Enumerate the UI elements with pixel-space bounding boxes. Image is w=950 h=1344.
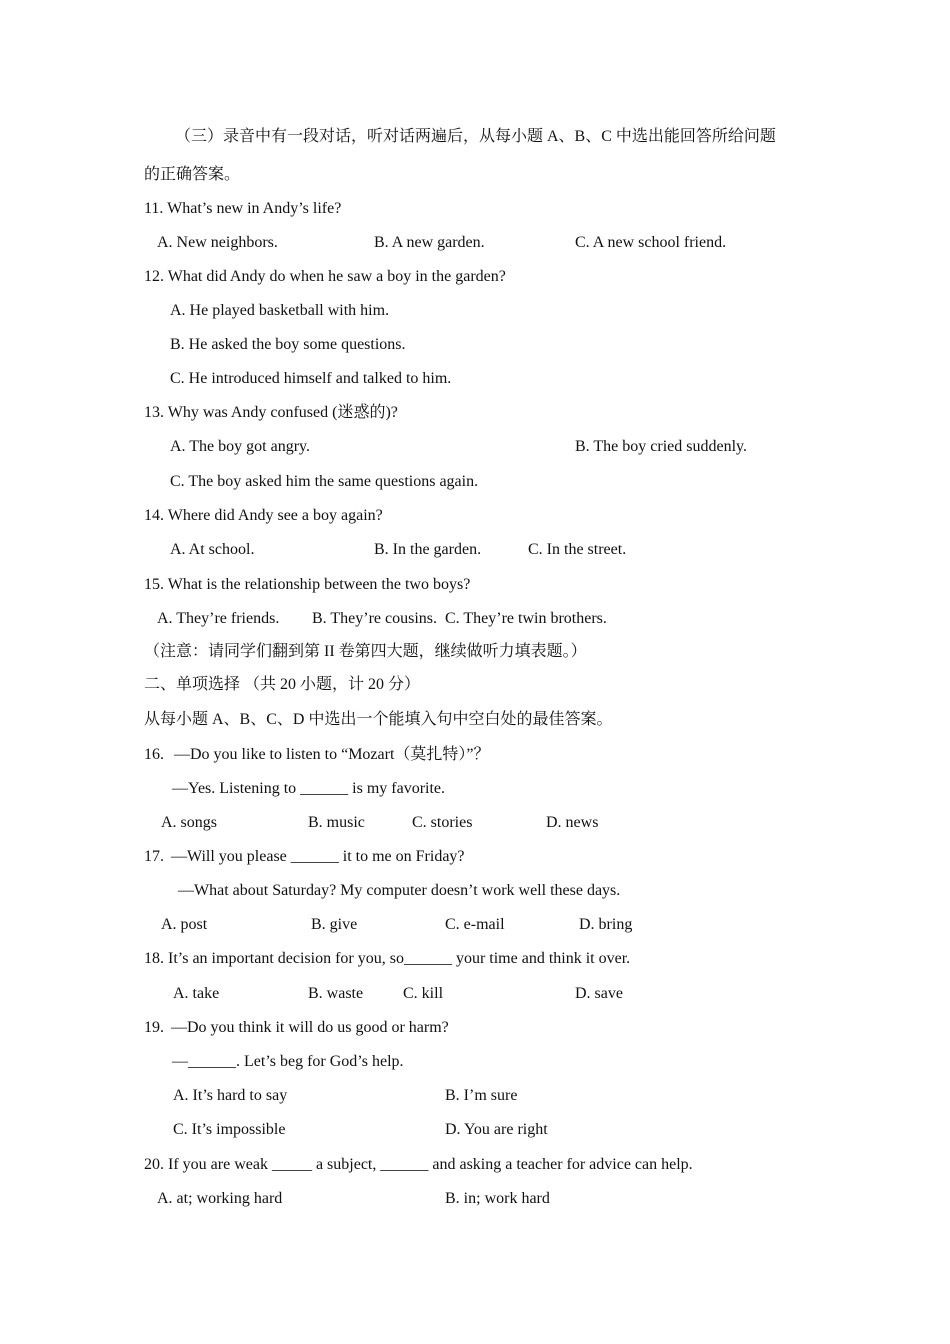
question-15: [144, 575, 470, 595]
question-20: [144, 1155, 693, 1175]
option-13c: C. The boy asked him the same questions again.: [170, 473, 479, 490]
option-16a: A. songs: [161, 814, 218, 831]
option-12a: A. He played basketball with him.: [170, 302, 390, 319]
question-number: 19.: [144, 1019, 164, 1036]
part2-heading: 二、单项选择 （共 20 小题，计 20 分）: [144, 676, 421, 693]
option-11a: A. New neighbors.: [157, 234, 278, 251]
option-17a: A. post: [161, 916, 208, 933]
option-11c: C. A new school friend.: [575, 234, 727, 251]
question-12: [144, 267, 506, 287]
option-11b: B. A new garden.: [374, 234, 485, 251]
option-15b: B. They’re cousins.: [312, 610, 438, 627]
section-instruction-line2: 的正确答案。: [144, 166, 241, 183]
listening-note: （注意：请同学们翻到第 II 卷第四大题，继续做听力填表题。）: [144, 643, 587, 660]
question-text: What did Andy do when he saw a boy in the garden?: [167, 268, 506, 285]
option-20b: B. in; work hard: [445, 1190, 550, 1207]
option-19b: B. I’m sure: [445, 1087, 518, 1104]
question-number: 15.: [144, 576, 164, 593]
question-text: If you are weak _____ a subject, ______ and asking a teacher for advice can help.: [168, 1156, 693, 1173]
option-18c: C. kill: [403, 985, 444, 1002]
question-11: [144, 199, 341, 219]
question-16: [144, 745, 490, 765]
question-number: 12.: [144, 268, 164, 285]
question-number: 13.: [144, 404, 164, 421]
question-text: What is the relationship between the two boys?: [167, 576, 471, 593]
question-text: It’s an important decision for you, so______ your time and think it over.: [168, 950, 631, 967]
question-text: —Do you think it will do us good or harm?: [171, 1019, 449, 1036]
question-text: Why was Andy confused (迷惑的)?: [167, 404, 398, 421]
option-18b: B. waste: [308, 985, 364, 1002]
option-15c: C. They’re twin brothers.: [445, 610, 607, 627]
option-13b: B. The boy cried suddenly.: [575, 438, 747, 455]
question-number: 11.: [144, 200, 164, 217]
option-16c: C. stories: [412, 814, 473, 831]
option-18a: A. take: [173, 985, 220, 1002]
option-16d: D. news: [546, 814, 599, 831]
option-20a: A. at; working hard: [157, 1190, 283, 1207]
question-number: 14.: [144, 507, 164, 524]
question-number: 20.: [144, 1156, 164, 1173]
question-13: [144, 403, 398, 423]
option-16b: B. music: [308, 814, 365, 831]
question-17: [144, 847, 465, 867]
option-17b: B. give: [311, 916, 358, 933]
option-13a: A. The boy got angry.: [170, 438, 310, 455]
option-18d: D. save: [575, 985, 623, 1002]
option-19d: D. You are right: [445, 1121, 548, 1138]
question-text: —Do you like to listen to “Mozart（莫扎特）”？: [174, 746, 490, 763]
option-17d: D. bring: [579, 916, 633, 933]
question-number: 17.: [144, 848, 164, 865]
option-12b: B. He asked the boy some questions.: [170, 336, 406, 353]
question-number: 18.: [144, 950, 164, 967]
question-number: 16.: [144, 746, 164, 763]
option-14b: B. In the garden.: [374, 541, 482, 558]
option-19c: C. It’s impossible: [173, 1121, 286, 1138]
part2-instruction: 从每小题 A、B、C、D 中选出一个能填入句中空白处的最佳答案。: [144, 711, 613, 728]
question-text: —Will you please ______ it to me on Friday?: [171, 848, 465, 865]
question-text: Where did Andy see a boy again?: [167, 507, 383, 524]
option-15a: A. They’re friends.: [157, 610, 280, 627]
reply-17: —What about Saturday? My computer doesn’t work well these days.: [178, 882, 621, 899]
section-instruction-line1: （三）录音中有一段对话，听对话两遍后，从每小题 A、B、C 中选出能回答所给问题: [175, 128, 776, 145]
question-18: [144, 949, 630, 969]
option-14a: A. At school.: [170, 541, 255, 558]
question-14: [144, 506, 383, 526]
reply-16: —Yes. Listening to ______ is my favorite.: [172, 780, 446, 797]
question-19: [144, 1018, 449, 1038]
question-text: What’s new in Andy’s life?: [167, 200, 342, 217]
option-14c: C. In the street.: [528, 541, 627, 558]
option-12c: C. He introduced himself and talked to him.: [170, 370, 452, 387]
reply-19: —______. Let’s beg for God’s help.: [172, 1053, 404, 1070]
option-17c: C. e-mail: [445, 916, 505, 933]
option-19a: A. It’s hard to say: [173, 1087, 288, 1104]
